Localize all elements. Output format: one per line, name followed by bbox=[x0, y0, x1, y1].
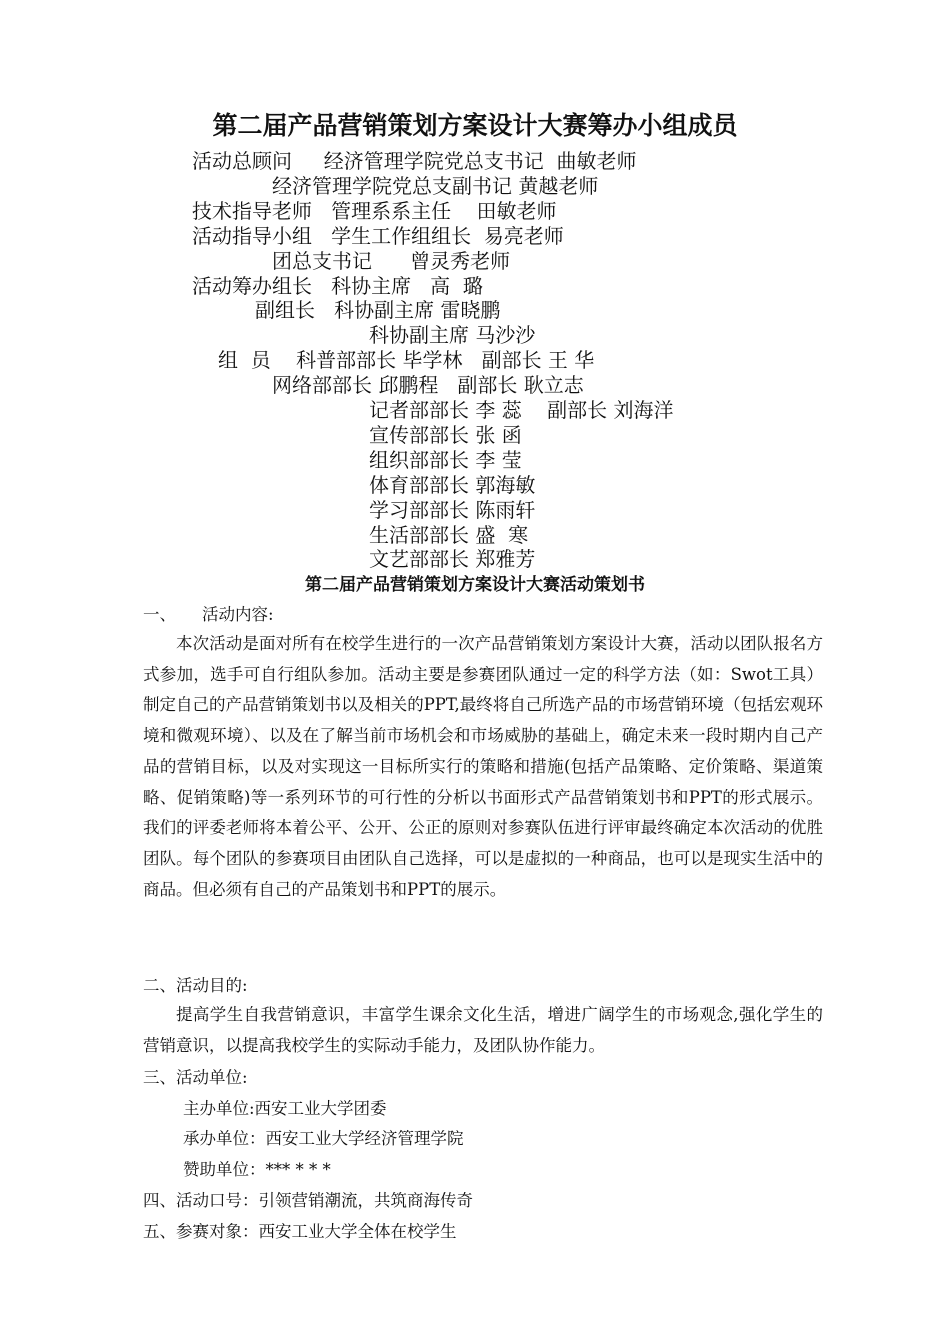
page-title: 第二届产品营销策划方案设计大赛筹办小组成员 bbox=[212, 111, 738, 140]
committee-line: 活动筹办组长 科协主席 高 璐 bbox=[192, 274, 483, 298]
section-3-heading: 三、活动单位: bbox=[143, 1068, 248, 1087]
section-2-heading: 二、活动目的: bbox=[143, 976, 248, 995]
committee-line: 网络部部长 邱鹏程 副部长 耿立志 bbox=[272, 373, 584, 397]
committee-line: 记者部部长 李 蕊 副部长 刘海洋 bbox=[369, 398, 674, 422]
committee-line: 组织部部长 李 莹 bbox=[369, 448, 522, 472]
committee-line: 学习部部长 陈雨轩 bbox=[369, 498, 536, 522]
committee-line: 副组长 科协副主席 雷晓鹏 bbox=[255, 298, 501, 322]
section-1-body: 本次活动是面对所有在校学生进行的一次产品营销策划方案设计大赛，活动以团队报名方式参加，选手可自行组队参加。活动主要是参赛团队通过一定的科学方法（如：Swot工具）制定自己的产品营销策划书以及相关的PPT,最终将自己所选产品的市场营销环境（包括宏观环境和微观环境）、以及在了解当前市场机会和市场威胁的基础上，确定未来一段时期内自己产品的营销目标，以及对实现这一目标所实行的策略和措施(包括产品策略、定价策略、渠道策略、促销策略)等一系列环节的可行性的分析以书面形式产品营销策划书和PPT的形式展示。我们的评委老师将本着公平、公开、公正的原则对参赛队伍进行评审最终确定本次活动的优胜团队。每个团队的参赛项目由团队自己选择，可以是虚拟的一种商品，也可以是现实生活中的商品。但必须有自己的产品策划书和PPT的展示。 bbox=[143, 634, 823, 899]
host-unit: 主办单位:西安工业大学团委 bbox=[183, 1099, 387, 1118]
committee-line: 宣传部部长 张 函 bbox=[369, 423, 522, 447]
plan-title: 第二届产品营销策划方案设计大赛活动策划书 bbox=[305, 575, 645, 595]
section-1-number: 一、 bbox=[143, 605, 176, 624]
section-5-participants: 五、参赛对象：西安工业大学全体在校学生 bbox=[143, 1222, 457, 1241]
section-2-body: 提高学生自我营销意识，丰富学生课余文化生活，增进广阔学生的市场观念,强化学生的营销意识，以提高我校学生的实际动手能力，及团队协作能力。 bbox=[143, 1005, 823, 1055]
committee-line: 生活部部长 盛 寒 bbox=[369, 523, 529, 547]
organizer-unit: 承办单位：西安工业大学经济管理学院 bbox=[183, 1129, 464, 1148]
sponsor-unit: 赞助单位：*** * * * bbox=[183, 1160, 331, 1179]
committee-line: 技术指导老师 管理系系主任 田敏老师 bbox=[192, 199, 557, 223]
committee-line: 科协副主席 马沙沙 bbox=[369, 323, 536, 347]
committee-line: 活动指导小组 学生工作组组长 易亮老师 bbox=[192, 224, 564, 248]
committee-line: 组 员 科普部部长 毕学林 副部长 王 华 bbox=[218, 348, 595, 372]
section-1-heading: 活动内容: bbox=[202, 605, 274, 624]
committee-line: 经济管理学院党总支副书记 黄越老师 bbox=[272, 174, 599, 198]
section-4-slogan: 四、活动口号：引领营销潮流，共筑商海传奇 bbox=[143, 1191, 473, 1210]
committee-line: 团总支书记 曾灵秀老师 bbox=[272, 249, 511, 273]
committee-line: 体育部部长 郭海敏 bbox=[369, 473, 536, 497]
committee-line: 活动总顾问 经济管理学院党总支书记 曲敏老师 bbox=[192, 149, 637, 173]
committee-line: 文艺部部长 郑雅芳 bbox=[369, 547, 536, 571]
